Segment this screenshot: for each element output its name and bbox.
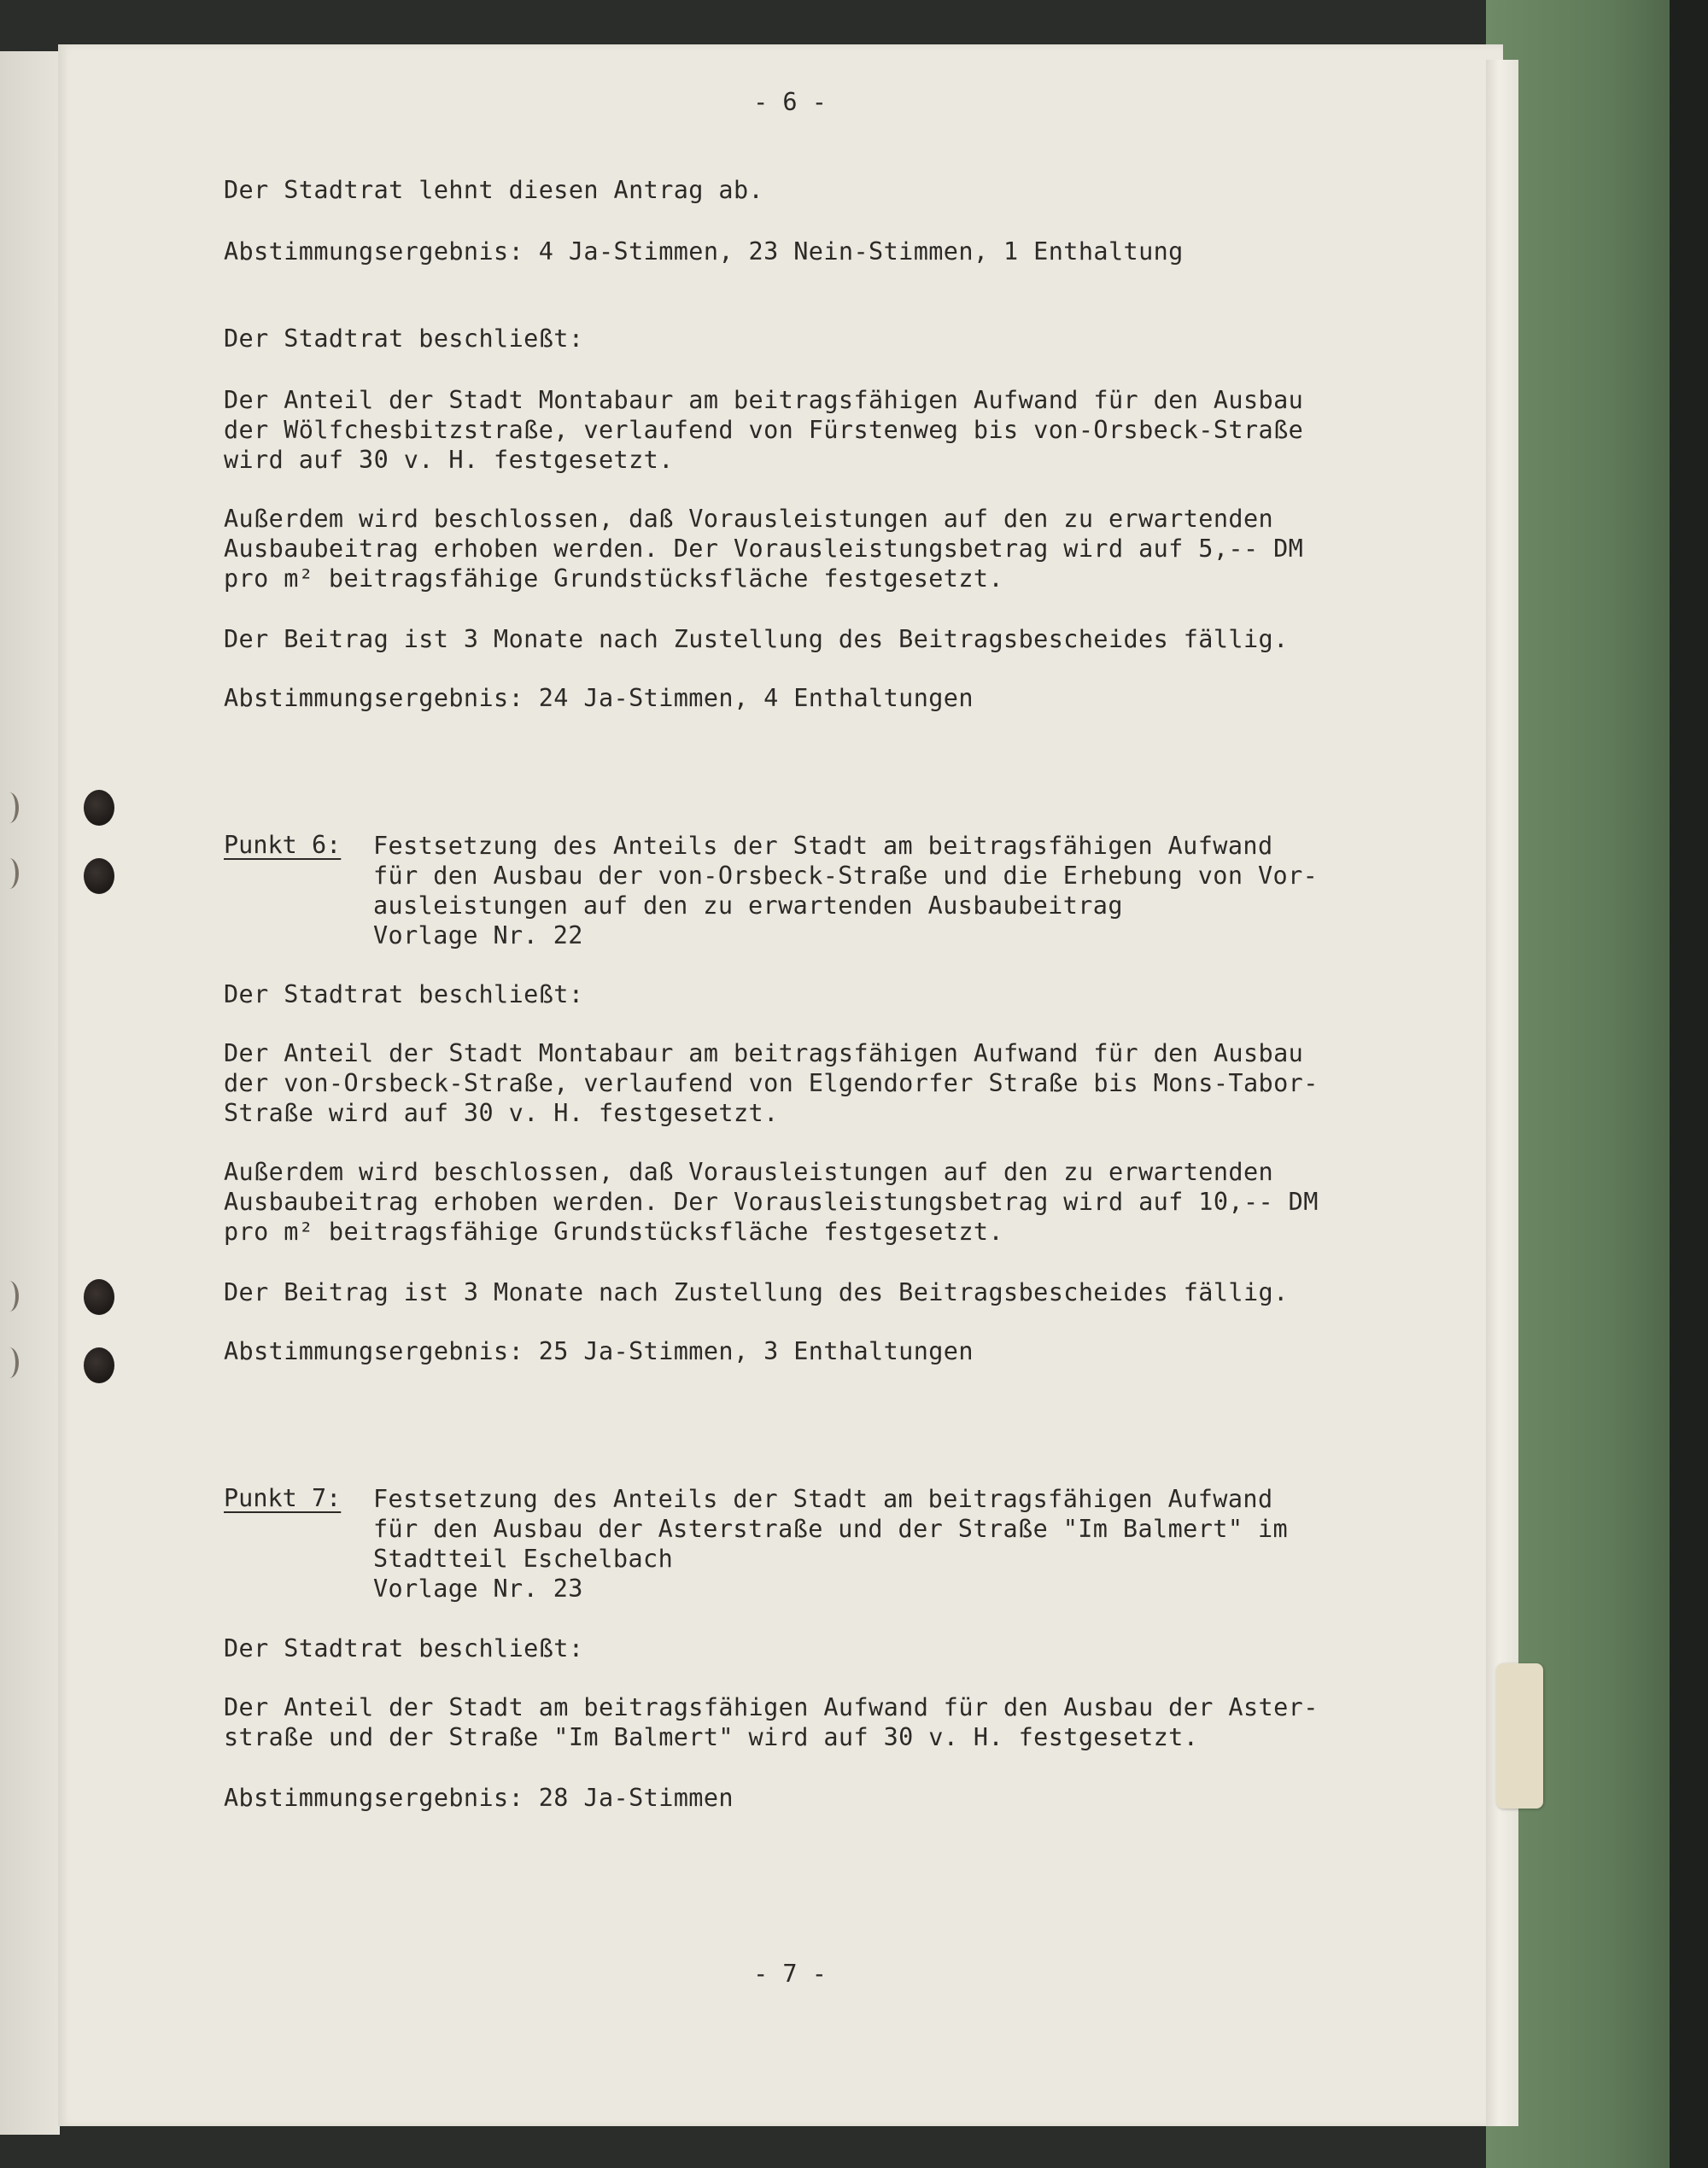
due-date-paragraph: Der Beitrag ist 3 Monate nach Zustellung des Beitragsbescheides fällig. [224, 1278, 1289, 1306]
due-date-paragraph: Der Beitrag ist 3 Monate nach Zustellung des Beitragsbescheides fällig. [224, 625, 1289, 653]
prepayment-paragraph: Außerdem wird beschlossen, daß Vorausleistungen auf den zu erwartenden Ausbaubeitrag erhoben werden. Der Vorausleistungsbetrag wird auf 5,-- DM pro m² beitragsfähige Grundstücksfläche festgesetzt. [224, 505, 1304, 593]
punch-hole [84, 858, 114, 894]
resolution-heading: Der Stadtrat beschließt: [224, 980, 584, 1008]
bookmark-tab [1496, 1663, 1543, 1809]
agenda-item-label: Punkt 7: [224, 1484, 342, 1512]
vote-result: Abstimmungsergebnis: 28 Ja-Stimmen [224, 1784, 734, 1812]
vote-result: Abstimmungsergebnis: 25 Ja-Stimmen, 3 Enthaltungen [224, 1337, 974, 1365]
resolution-paragraph: Der Anteil der Stadt Montabaur am beitragsfähigen Aufwand für den Ausbau der von-Orsbeck-Straße, verlaufend von Elgendorfer Straße bis Mons-Tabor- Straße wird auf 30 v. H. festgesetzt. [224, 1039, 1319, 1127]
agenda-item-title: Festsetzung des Anteils der Stadt am beitragsfähigen Aufwand für den Ausbau der Asterstraße und der Straße "Im Balmert" im Stadtteil Eschelbach Vorlage Nr. 23 [373, 1485, 1289, 1603]
punch-hole [84, 1279, 114, 1315]
resolution-paragraph: Der Anteil der Stadt Montabaur am beitragsfähigen Aufwand für den Ausbau der Wölfchesbitzstraße, verlaufend von Fürstenweg bis von-Orsbeck-Straße wird auf 30 v. H. festgesetzt. [224, 386, 1304, 474]
binder-ring-shadow [0, 792, 19, 823]
binder-ring-shadow [0, 858, 19, 889]
resolution-heading: Der Stadtrat beschließt: [224, 1634, 584, 1663]
resolution-heading: Der Stadtrat beschließt: [224, 324, 584, 353]
agenda-item-title: Festsetzung des Anteils der Stadt am beitragsfähigen Aufwand für den Ausbau der von-Orsbeck-Straße und die Erhebung von Vor- ausleistungen auf den zu erwartenden Ausbaubeitrag Vorlage Nr. 22 [373, 832, 1319, 950]
page-number-header: - 6 - [753, 88, 827, 116]
previous-page-edge [0, 51, 60, 2135]
binder-ring-shadow [0, 1281, 19, 1312]
binder-spine-edge [1670, 0, 1708, 2168]
agenda-item-label: Punkt 6: [224, 831, 342, 859]
binder-ring-shadow [0, 1347, 19, 1378]
vote-result: Abstimmungsergebnis: 4 Ja-Stimmen, 23 Nein-Stimmen, 1 Enthaltung [224, 237, 1184, 266]
vote-result: Abstimmungsergebnis: 24 Ja-Stimmen, 4 Enthaltungen [224, 684, 974, 712]
prepayment-paragraph: Außerdem wird beschlossen, daß Vorausleistungen auf den zu erwartenden Ausbaubeitrag erhoben werden. Der Vorausleistungsbetrag wird auf 10,-- DM pro m² beitragsfähige Grundstücksfläche festgesetzt. [224, 1158, 1319, 1246]
punch-hole [84, 790, 114, 826]
decline-statement: Der Stadtrat lehnt diesen Antrag ab. [224, 176, 764, 204]
punch-hole [84, 1347, 114, 1383]
page-stack-edge [1486, 60, 1518, 2126]
page-number-footer: - 7 - [753, 1960, 827, 1988]
resolution-paragraph: Der Anteil der Stadt am beitragsfähigen Aufwand für den Ausbau der Aster- straße und der Straße "Im Balmert" wird auf 30 v. H. festgesetzt. [224, 1693, 1319, 1751]
